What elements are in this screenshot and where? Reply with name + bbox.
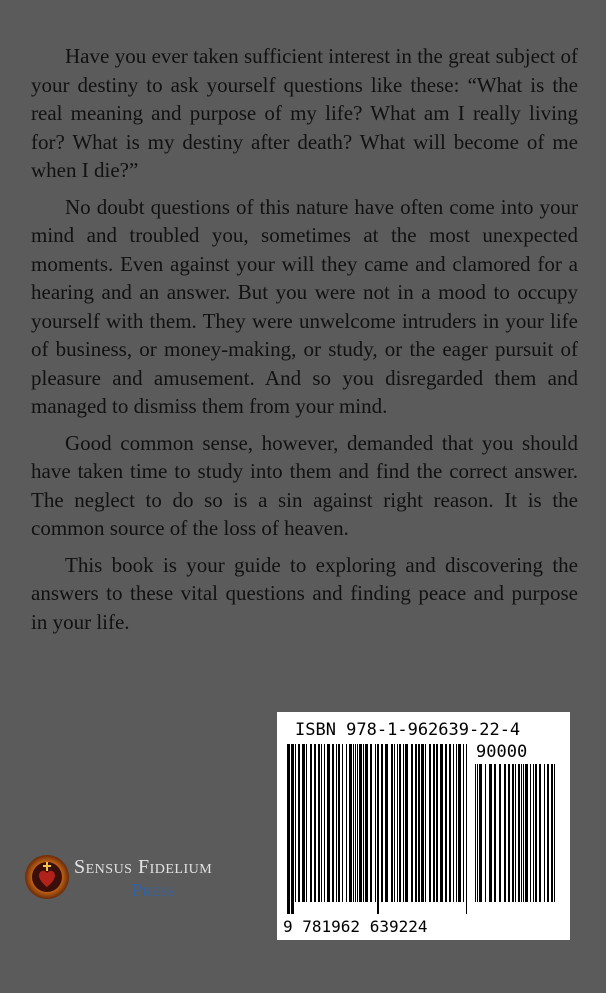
barcode-bar (327, 744, 330, 902)
barcode-bar (533, 764, 534, 902)
barcode-bar (338, 744, 340, 902)
barcode-bar (353, 744, 354, 902)
barcode-bar (525, 764, 528, 902)
barcode-bar (336, 744, 337, 902)
barcode-bar (504, 764, 506, 902)
barcode-bar (449, 744, 451, 902)
barcode-bar (381, 744, 383, 902)
barcode-bar (370, 744, 372, 902)
barcode-bar (515, 764, 516, 902)
barcode-bar (377, 744, 379, 914)
isbn-label: ISBN 978-1-962639-22-4 (295, 720, 521, 740)
barcode-bar (547, 764, 549, 902)
barcode-bar (359, 744, 362, 902)
blurb-paragraph-1: Have you ever taken sufficient interest in the great subject of your destiny to ask yourself questions like these: “What is the real meaning and purpose of my life? What am I really living for? What is my destiny after death? What will become of me when I die?” (31, 44, 578, 182)
barcode-bar (342, 744, 343, 902)
addon-bars (475, 764, 559, 914)
barcode-bar (499, 764, 501, 902)
barcode-bar (477, 764, 478, 902)
barcode-bar (405, 744, 408, 902)
barcode-bar (365, 744, 368, 902)
barcode-bar (489, 764, 492, 902)
barcode-bar (554, 764, 555, 902)
barcode-bar (518, 764, 520, 902)
back-cover-blurb (31, 42, 578, 644)
sacred-heart-icon (24, 854, 70, 900)
barcode-bar (523, 764, 524, 902)
barcode-bar (418, 744, 420, 902)
barcode-bar (318, 744, 320, 902)
barcode-bar (357, 744, 358, 902)
barcode-bar (479, 764, 482, 902)
barcode-bar (466, 744, 467, 914)
barcode-bar (544, 764, 545, 902)
publisher-imprint: Press (132, 880, 176, 900)
isbn-barcode (277, 712, 570, 940)
addon-price-code: 90000 (476, 742, 528, 762)
barcode-bar (535, 764, 537, 902)
barcode-bar (324, 744, 325, 902)
barcode-bar (385, 744, 388, 902)
barcode-bar (485, 764, 486, 902)
barcode-bar (512, 764, 514, 902)
barcode-bar (551, 764, 553, 902)
barcode-bar (433, 744, 435, 902)
barcode-bar (295, 744, 296, 902)
barcode-bar (453, 744, 454, 902)
barcode-bar (287, 744, 290, 914)
barcode-bar (521, 764, 522, 902)
barcode-bar (291, 744, 294, 914)
barcode-bar (346, 744, 347, 902)
barcode-bar (530, 764, 531, 902)
ean-digits: 9 781962 639224 (283, 917, 428, 936)
barcode-bar (298, 744, 300, 902)
barcode-bar (349, 744, 352, 902)
barcode-bar (375, 744, 376, 902)
barcode-bar (332, 744, 334, 902)
barcode-bar (508, 764, 510, 902)
barcode-bar (463, 744, 464, 902)
barcode-bar (310, 744, 312, 902)
barcode-bar (314, 744, 316, 902)
blurb-paragraph-4: This book is your guide to exploring and discovering the answers to these vital questions and finding peace and purpose in your life. (31, 552, 578, 634)
barcode-bar (403, 744, 404, 902)
publisher-name: Sensus Fidelium (74, 856, 213, 878)
barcode-bar (494, 764, 496, 902)
barcode-bar (421, 744, 424, 902)
barcode-bar (394, 744, 395, 902)
barcode-bar (425, 744, 426, 902)
barcode-bar (458, 744, 461, 902)
barcode-bar (391, 744, 393, 902)
blurb-paragraph-2: No doubt questions of this nature have often come into your mind and troubled you, sometimes at the most unexpected moments. Even against your will they came and clamored for a hearing and an answer. But you were not in a mood to occupy yourself with them. They were unwelcome intruders in your life of business, or money-making, or study, or the eager pursuit of pleasure and amusement. And so you disregarded them and managed to dismiss them from your mind. (31, 194, 578, 418)
barcode-bar (397, 744, 398, 902)
barcode-bar (429, 744, 431, 902)
barcode-bar (399, 744, 401, 902)
barcode-bar (321, 744, 322, 902)
barcode-bar (415, 744, 417, 902)
barcode-bar (302, 744, 305, 902)
ean-bars (287, 744, 469, 914)
barcode-bar (445, 744, 447, 902)
blurb-paragraph-3: Good common sense, however, demanded that you should have taken time to study into them and find the correct answer. The neglect to do so is a sin against right reason. It is the common source of the loss of heaven. (31, 430, 578, 540)
barcode-bar (355, 744, 356, 902)
barcode-bar (411, 744, 413, 902)
barcode-bar (456, 744, 457, 902)
barcode-bar (539, 764, 541, 902)
barcode-bar (363, 744, 364, 902)
barcode-bar (436, 744, 438, 902)
publisher-logo (24, 854, 264, 902)
barcode-bar (440, 744, 443, 902)
barcode-bar (475, 764, 476, 902)
barcode-bar (306, 744, 307, 902)
